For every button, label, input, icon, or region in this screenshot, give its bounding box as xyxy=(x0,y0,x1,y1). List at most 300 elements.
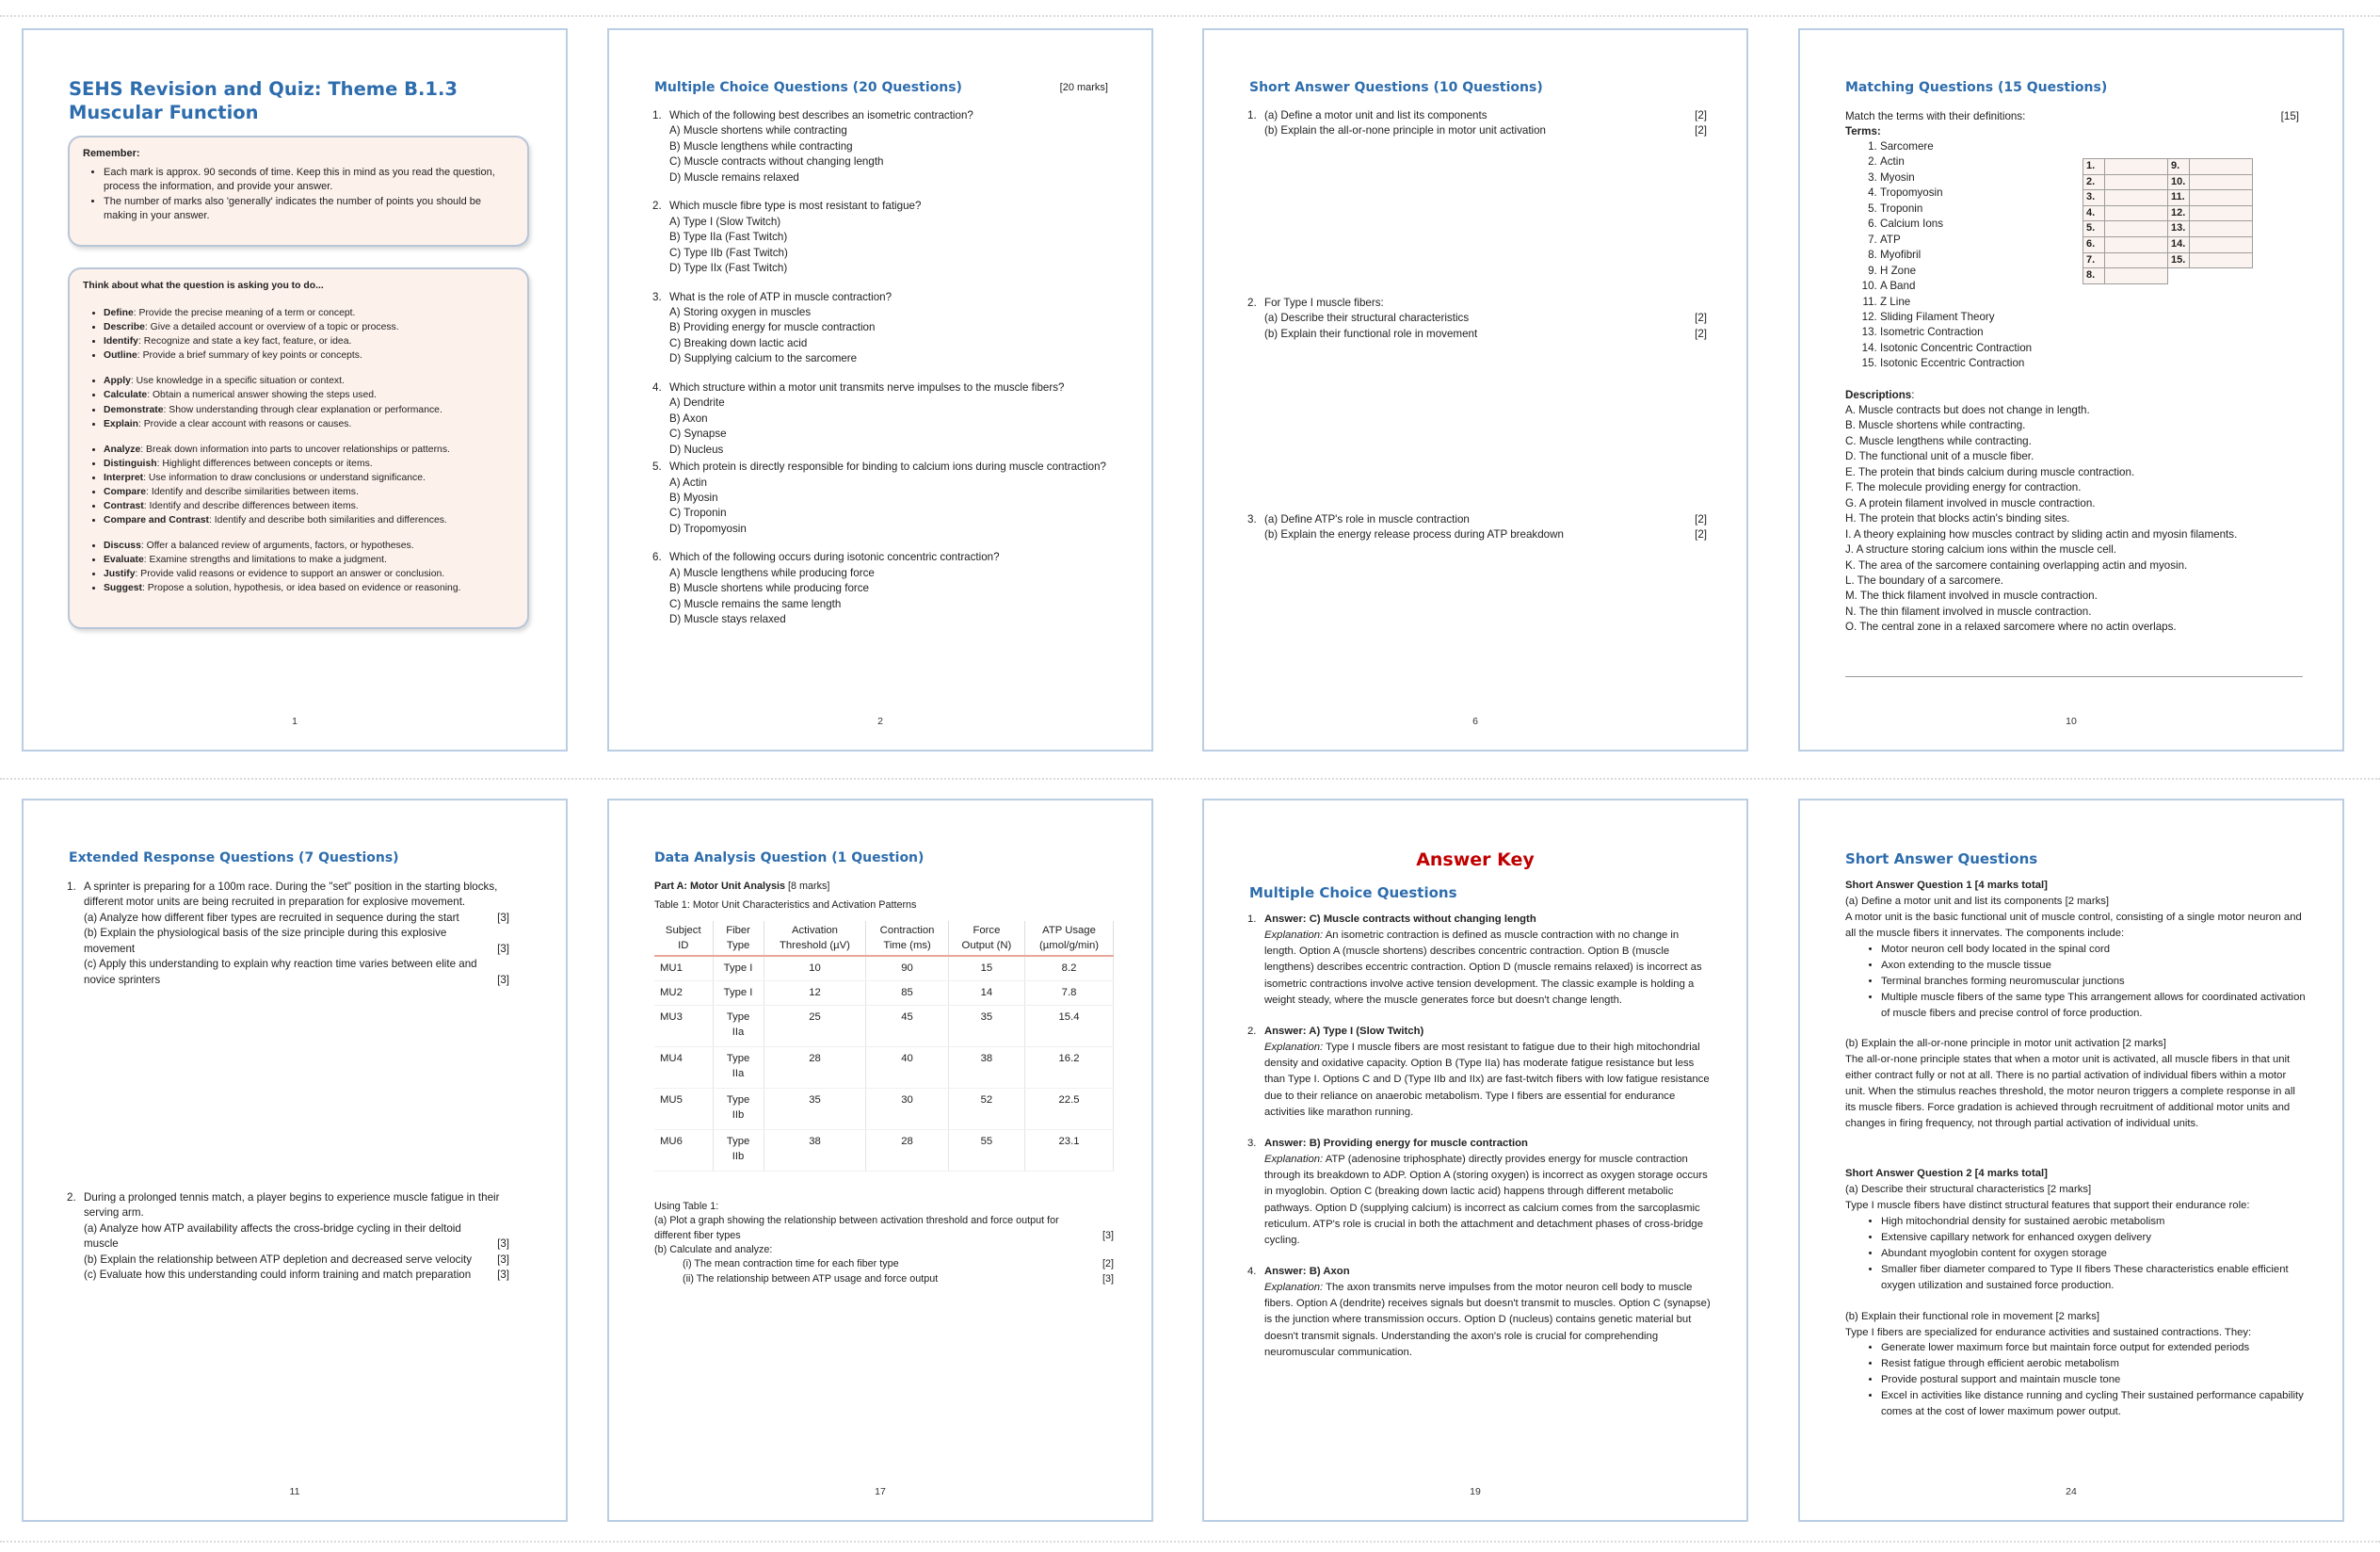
grid-number: 15. xyxy=(2168,252,2190,268)
value-cell: 45 xyxy=(866,1005,948,1046)
command-term-item xyxy=(104,374,514,388)
answer-explanation xyxy=(1264,1040,1713,1121)
fiber-type-line: Type xyxy=(726,1010,750,1023)
description-item: I. A theory explaining how muscles contract by sliding actin and myosin filaments. xyxy=(1845,527,2238,541)
grid-number: 13. xyxy=(2168,221,2190,237)
answer-explanation xyxy=(1264,928,1713,1009)
answer-bullet: • Axon extending to the muscle tissue xyxy=(1881,958,2307,974)
grid-answer-cell[interactable] xyxy=(2190,205,2253,221)
term-item: 10. A Band xyxy=(1880,279,2125,294)
command-term-definition: : Use knowledge in a specific situation or context. xyxy=(130,376,345,387)
value-cell: 25 xyxy=(764,1005,866,1046)
question-part: (b) Explain the relationship between ATP depletion and decreased serve velocity xyxy=(84,1253,473,1266)
answer-option: C) Troponin xyxy=(669,507,727,520)
page-19[interactable] xyxy=(1202,799,1748,1522)
table-row xyxy=(654,956,1114,980)
answer-part: (a) Describe their structural characteristics [2 marks] xyxy=(1845,1184,2092,1195)
answer-explanation xyxy=(1264,1280,1713,1361)
grid-number xyxy=(2168,268,2190,284)
grid-answer-cell[interactable] xyxy=(2105,237,2168,253)
answer-option: A) Actin xyxy=(669,476,707,489)
term-item: 1. Sarcomere xyxy=(1880,139,2125,154)
answer-option: A) Type I (Slow Twitch) xyxy=(669,215,781,228)
description-item: F. The molecule providing energy for contraction. xyxy=(1845,481,2082,494)
answer-bullet: • Terminal branches forming neuromuscular junctions xyxy=(1881,974,2307,990)
table-row xyxy=(654,1129,1114,1171)
column-header xyxy=(866,921,948,956)
explanation-text: Type I muscle fibers are most resistant to fatigue due to their high mitochondrial density and oxidative capacity. Option B (Type IIa) has moderate fatigue resistance but less than Type I. Options C and D (Type IIb and IIx) are fast-twitch fibers with low fatigue resistance due to their reliance on anaerobic metabolism. Type I fibers are essential for endurance activities like marathon running. xyxy=(1264,1042,1710,1118)
question-number: 6. xyxy=(652,551,662,564)
command-term-definition: : Show understanding through clear explanation or performance. xyxy=(163,404,442,415)
fiber-type-cell xyxy=(713,1088,764,1129)
command-term: Discuss xyxy=(104,541,141,552)
answer-option: D) Type IIx (Fast Twitch) xyxy=(669,262,788,275)
table-row xyxy=(654,1005,1114,1046)
answer-option: B) Muscle lengthens while contracting xyxy=(669,139,853,153)
mcq-question xyxy=(652,199,1121,276)
value-cell: 15 xyxy=(948,956,1024,980)
table-row xyxy=(654,1088,1114,1129)
question-text: Which of the following occurs during isotonic concentric contraction? xyxy=(669,551,1000,564)
remember-box xyxy=(68,136,529,247)
term-item: 5. Troponin xyxy=(1880,202,2125,217)
command-term-definition: : Recognize and state a key fact, feature, or idea. xyxy=(137,336,352,348)
grid-answer-cell[interactable] xyxy=(2190,159,2253,175)
grid-number: 9. xyxy=(2168,159,2190,175)
grid-answer-cell[interactable] xyxy=(2190,237,2253,253)
fiber-type-cell xyxy=(713,1046,764,1088)
grid-number: 3. xyxy=(2083,190,2105,206)
column-header-line: Force xyxy=(973,925,1001,936)
answer-option: D) Muscle stays relaxed xyxy=(669,613,786,626)
answer-choice: Answer: B) Providing energy for muscle contraction xyxy=(1264,1137,1528,1149)
value-cell: 10 xyxy=(764,956,866,980)
answer-bullet: • High mitochondrial density for sustained aerobic metabolism xyxy=(1881,1214,2307,1230)
answer-line xyxy=(1845,676,2303,677)
command-term-definition: : Obtain a numerical answer showing the steps used. xyxy=(147,390,377,401)
description-item: O. The central zone in a relaxed sarcomere where no actin overlaps. xyxy=(1845,621,2177,634)
grid-answer-cell xyxy=(2190,268,2253,284)
answer-text: The all-or-none principle states that when a motor unit is activated, all muscle fibers in that unit either contract fully or not at all. There is no partial activation of individual fibers within a motor unit. When the stimulus reaches threshold, the motor neuron triggers a complete response in all its muscle fibers. Force gradation is achieved through recruitment of additional motor units and changes in firing frequency, not through partial activation of individual units. xyxy=(1845,1054,2295,1130)
command-term-definition: : Provide a clear account with reasons or causes. xyxy=(137,418,352,429)
grid-answer-cell[interactable] xyxy=(2190,174,2253,190)
question-text: Which protein is directly responsible for binding to calcium ions during muscle contraction? xyxy=(669,461,1106,474)
command-term-item xyxy=(104,499,514,513)
command-term-item xyxy=(104,348,514,363)
fiber-type-line: Type xyxy=(726,1135,750,1147)
command-term: Define xyxy=(104,308,134,319)
column-header xyxy=(948,921,1024,956)
term-item: 6. Calcium Ions xyxy=(1880,217,2125,232)
explanation-label: Explanation: xyxy=(1264,1282,1324,1294)
command-term: Justify xyxy=(104,569,136,580)
remember-list xyxy=(83,166,514,224)
answer-option: C) Muscle remains the same length xyxy=(669,597,842,610)
model-answers xyxy=(1845,878,2307,1420)
description-item: N. The thin filament involved in muscle contraction. xyxy=(1845,605,2092,618)
explanation-text: ATP (adenosine triphosphate) directly provides energy for muscle contraction through its breakdown to ADP. Option A (storing oxygen) is incorrect as oxygen storage occurs in myoglobin. Option C (breaking down lactic acid) happens through different metabolic pathways. Option D (supplying calcium) is incorrect as calcium comes from the sarcoplasmic reticulum. ATP's role is crucial in both the attachment and detachment phases of cross-bridge cycling. xyxy=(1264,1154,1708,1246)
page-title: SEHS Revision and Quiz: Theme B.1.3 Muscular Function xyxy=(69,78,458,124)
answer-text: Type I muscle fibers have distinct structural features that support their endurance role: xyxy=(1845,1199,2250,1211)
page-2[interactable] xyxy=(607,28,1153,752)
command-term-item xyxy=(104,485,514,499)
part-marks: [2] xyxy=(1695,513,1707,525)
remember-item: • The number of marks also 'generally' indicates the number of points you should be making in your answer. xyxy=(104,195,514,224)
command-term-definition: : Provide the precise meaning of a term or concept. xyxy=(133,308,356,319)
part-a-label xyxy=(654,880,829,894)
question-text: Which muscle fibre type is most resistant to fatigue? xyxy=(669,200,922,213)
grid-answer-cell[interactable] xyxy=(2190,252,2253,268)
question-part: (c) Apply this understanding to explain why reaction time varies between elite and novice sprinters xyxy=(84,958,477,986)
part-marks: [3] xyxy=(497,942,509,955)
fiber-type-line: IIb xyxy=(732,1108,745,1121)
column-header-line: Activation xyxy=(791,925,838,936)
description-item: K. The area of the sarcomere containing overlapping actin and myosin. xyxy=(1845,558,2188,572)
page-number: 24 xyxy=(2066,1486,2077,1498)
value-cell: 14 xyxy=(948,980,1024,1005)
question-number: 2. xyxy=(1247,297,1257,309)
command-term-item xyxy=(104,388,514,402)
part-marks: [3] xyxy=(497,1237,509,1251)
command-term-item xyxy=(104,306,514,320)
column-header-line: Contraction xyxy=(879,925,935,936)
page-24[interactable] xyxy=(1798,799,2344,1522)
descriptions-label: Descriptions: xyxy=(1845,389,1915,401)
answer-option: C) Synapse xyxy=(669,428,727,441)
value-cell: 85 xyxy=(866,980,948,1005)
command-term-item xyxy=(104,539,514,553)
term-item: 15. Isotonic Eccentric Contraction xyxy=(1880,356,2125,371)
matching-marks: [15] xyxy=(2280,110,2299,122)
term-item: 9. H Zone xyxy=(1880,264,2125,279)
extended-question-2 xyxy=(67,1190,509,1284)
command-term-item xyxy=(104,513,514,527)
value-cell: 15.4 xyxy=(1025,1005,1114,1046)
subject-id-cell: MU5 xyxy=(654,1088,713,1129)
grid-number: 4. xyxy=(2083,205,2105,221)
total-marks: [20 marks] xyxy=(1059,82,1108,93)
command-term-item xyxy=(104,581,514,595)
table-caption: Table 1: Motor Unit Characteristics and Activation Patterns xyxy=(654,899,917,911)
matching-instructions: Match the terms with their definitions: xyxy=(1845,110,2026,122)
question-number: 2. xyxy=(652,200,662,213)
command-term-item xyxy=(104,443,514,457)
command-group xyxy=(83,374,514,430)
page-number: 17 xyxy=(875,1486,886,1498)
part-marks: [2] xyxy=(1695,109,1707,121)
mcq-question xyxy=(652,550,1121,627)
table-row xyxy=(654,980,1114,1005)
value-cell: 40 xyxy=(866,1046,948,1088)
page-17[interactable] xyxy=(607,799,1153,1522)
answer-number: 2. xyxy=(1247,1025,1257,1037)
question-lead: For Type I muscle fibers: xyxy=(1264,297,1384,309)
command-term-item xyxy=(104,417,514,431)
answer-key-title: Answer Key xyxy=(1416,849,1535,870)
answer-bullets xyxy=(1845,942,2307,1022)
value-cell: 12 xyxy=(764,980,866,1005)
command-group xyxy=(83,539,514,595)
fiber-type-cell xyxy=(713,956,764,980)
answer-option: A) Dendrite xyxy=(669,396,725,410)
column-header-line: Output (N) xyxy=(961,940,1012,952)
answer-line xyxy=(1247,1136,1713,1152)
command-term-item xyxy=(104,471,514,485)
mcq-question xyxy=(652,460,1121,537)
command-term: Distinguish xyxy=(104,458,157,469)
command-group xyxy=(83,443,514,527)
command-term: Analyze xyxy=(104,444,141,455)
value-cell: 30 xyxy=(866,1088,948,1129)
explanation-text: The axon transmits nerve impulses from the motor neuron cell body to muscle fibers. Option A (dendrite) receives signals but doesn't transmit to muscles. Option C (synapse) is the junction where transmission occurs. Option D (nucleus) contains genetic material but doesn't transmit signals. Understanding the axon's role is crucial for comprehending neuromuscular communication. xyxy=(1264,1282,1711,1358)
command-terms-box xyxy=(68,267,529,629)
command-term: Calculate xyxy=(104,390,148,401)
mcq-question xyxy=(652,380,1121,458)
answer-item xyxy=(1247,1264,1713,1361)
descriptions-heading: Descriptions xyxy=(1845,389,1912,401)
answer-grid xyxy=(2082,158,2253,284)
question-part: (b) Explain the physiological basis of the size principle during this explosive movement xyxy=(84,927,447,955)
subject-id-cell: MU4 xyxy=(654,1046,713,1088)
answer-bullet: • Extensive capillary network for enhanced oxygen delivery xyxy=(1881,1230,2307,1246)
page-number: 10 xyxy=(2066,716,2077,728)
command-group xyxy=(83,306,514,363)
grid-answer-cell[interactable] xyxy=(2105,190,2168,206)
question-part: (a) Define a motor unit and list its components xyxy=(1264,109,1488,121)
column-header xyxy=(654,921,713,956)
description-item: G. A protein filament involved in muscle contraction. xyxy=(1845,496,2096,509)
fiber-type-cell xyxy=(713,1129,764,1171)
answer-bullet: • Excel in activities like distance running and cycling Their sustained performance capability comes at the cost of lower maximum power output. xyxy=(1881,1388,2307,1420)
command-term-definition: : Break down information into parts to uncover relationships or patterns. xyxy=(140,444,450,455)
explanation-text: An isometric contraction is defined as muscle contraction with no change in length. Option A (muscle shortens) describes concentric contraction. Option B (muscle lengthens) describes eccentric contraction. Option D (muscle remains relaxed) is incorrect as isometric contractions involve active tension development. The classic example is holding a weight steady, where the muscle generates force but doesn't change length. xyxy=(1264,930,1702,1006)
column-header xyxy=(1025,921,1114,956)
fiber-type-cell xyxy=(713,980,764,1005)
answer-option: D) Tropomyosin xyxy=(669,522,747,535)
explanation-label: Explanation: xyxy=(1264,930,1324,942)
command-term-definition: : Offer a balanced review of arguments, factors, or hypotheses. xyxy=(140,541,414,552)
tasks-lead: Using Table 1: xyxy=(654,1201,719,1212)
question-stem xyxy=(652,290,1121,305)
description-item: D. The functional unit of a muscle fiber. xyxy=(1845,450,2034,463)
question-number: 5. xyxy=(652,461,662,474)
answer-option: D) Nucleus xyxy=(669,443,724,456)
value-cell: 35 xyxy=(948,1005,1024,1046)
grid-answer-cell[interactable] xyxy=(2105,252,2168,268)
section-heading: Multiple Choice Questions (20 Questions) xyxy=(654,80,962,95)
term-item: 13. Isometric Contraction xyxy=(1880,325,2125,340)
part-marks: [2] xyxy=(1695,312,1707,325)
description-item: L. The boundary of a sarcomere. xyxy=(1845,574,2003,587)
answer-option: A) Muscle shortens while contracting xyxy=(669,124,847,137)
command-term: Outline xyxy=(104,350,137,362)
section-heading: Data Analysis Question (1 Question) xyxy=(654,850,925,865)
question-part: (a) Describe their structural characteristics xyxy=(1264,312,1470,325)
answer-choice: Answer: B) Axon xyxy=(1264,1265,1350,1277)
part-marks: [3] xyxy=(497,1253,509,1266)
page-number: 19 xyxy=(1470,1486,1481,1498)
grid-number: 12. xyxy=(2168,205,2190,221)
description-item: C. Muscle lengthens while contracting. xyxy=(1845,434,2032,447)
subject-id-cell: MU6 xyxy=(654,1129,713,1171)
answer-option: B) Axon xyxy=(669,412,708,425)
page-6[interactable] xyxy=(1202,28,1748,752)
answer-bullet: • Resist fatigue through efficient aerobic metabolism xyxy=(1881,1356,2307,1372)
fiber-type-line: Type xyxy=(726,1052,750,1064)
part-marks: [8 marks] xyxy=(787,881,830,892)
description-item: A. Muscle contracts but does not change in length. xyxy=(1845,404,2090,416)
command-term-definition: : Provide valid reasons or evidence to support an answer or conclusion. xyxy=(135,569,445,580)
answer-option: C) Breaking down lactic acid xyxy=(669,336,808,349)
grid-answer-cell[interactable] xyxy=(2190,190,2253,206)
page-11[interactable] xyxy=(22,799,568,1522)
remember-title: Remember: xyxy=(83,148,140,159)
column-header-line: Time (ms) xyxy=(883,940,931,952)
grid-number: 7. xyxy=(2083,252,2105,268)
column-header-line: ID xyxy=(678,940,689,952)
mcq-list xyxy=(652,108,1121,641)
column-header-line: Fiber xyxy=(726,925,750,936)
grid-number: 5. xyxy=(2083,221,2105,237)
question-text: What is the role of ATP in muscle contraction? xyxy=(669,290,892,303)
command-term-item xyxy=(104,334,514,348)
grid-number: 10. xyxy=(2168,174,2190,190)
answer-title: Short Answer Question 2 [4 marks total] xyxy=(1845,1168,2048,1180)
question-number: 3. xyxy=(652,290,662,303)
command-term-definition: : Give a detailed account or overview of a topic or process. xyxy=(144,322,399,333)
task-subpart: (i) The mean contraction time for each fiber type xyxy=(683,1258,899,1270)
value-cell: 52 xyxy=(948,1088,1024,1129)
question-text: Which structure within a motor unit transmits nerve impulses to the muscle fibers? xyxy=(669,380,1065,394)
grid-number: 8. xyxy=(2083,268,2105,284)
part-marks: [3] xyxy=(1102,1229,1114,1241)
question-stem xyxy=(652,550,1121,565)
value-cell: 35 xyxy=(764,1088,866,1129)
column-header-line: (µmol/g/min) xyxy=(1039,940,1100,952)
grid-answer-cell[interactable] xyxy=(2105,268,2168,284)
section-heading: Short Answer Questions (10 Questions) xyxy=(1249,80,1543,95)
question-number: 1. xyxy=(1247,109,1257,121)
answer-bullet: • Generate lower maximum force but maintain force output for extended periods xyxy=(1881,1340,2307,1356)
grid-answer-cell[interactable] xyxy=(2105,205,2168,221)
fiber-type-cell xyxy=(713,1005,764,1046)
value-cell: 16.2 xyxy=(1025,1046,1114,1088)
question-stem xyxy=(652,380,1121,396)
part-marks: [2] xyxy=(1695,528,1707,542)
explanation-label: Explanation: xyxy=(1264,1154,1324,1166)
grid-answer-cell[interactable] xyxy=(2105,159,2168,175)
answer-number: 3. xyxy=(1247,1137,1257,1149)
command-term-item xyxy=(104,403,514,417)
page-number: 1 xyxy=(292,716,298,728)
column-header xyxy=(713,921,764,956)
command-term: Demonstrate xyxy=(104,404,164,415)
command-term-definition: : Identify and describe similarities between items. xyxy=(146,486,359,497)
grid-answer-cell[interactable] xyxy=(2105,221,2168,237)
answer-item xyxy=(1247,1136,1713,1249)
answer-option: B) Providing energy for muscle contraction xyxy=(669,321,876,334)
question-lead: During a prolonged tennis match, a player begins to experience muscle fatigue in their serving arm. xyxy=(84,1191,500,1220)
value-cell: 22.5 xyxy=(1025,1088,1114,1129)
answer-bullet: • Provide postural support and maintain muscle tone xyxy=(1881,1372,2307,1388)
answer-bullet: • Multiple muscle fibers of the same type This arrangement allows for coordinated activation of muscle fibers and precise control of force production. xyxy=(1881,990,2307,1022)
question-part: (a) Analyze how ATP availability affects the cross-bridge cycling in their deltoid muscle xyxy=(84,1221,461,1251)
command-term: Evaluate xyxy=(104,555,144,566)
answer-item xyxy=(1247,1024,1713,1121)
command-term: Explain xyxy=(104,418,138,429)
answer-bullet: • Motor neuron cell body located in the spinal cord xyxy=(1881,942,2307,958)
analysis-tasks xyxy=(654,1200,1114,1286)
answer-bullet: • Smaller fiber diameter compared to Type II fibers These characteristics enable efficient oxygen utilization and sustained force production. xyxy=(1881,1262,2307,1294)
value-cell: 55 xyxy=(948,1129,1024,1171)
fiber-type-line: Type I xyxy=(723,962,753,975)
answer-bullet: • Abundant myoglobin content for oxygen storage xyxy=(1881,1246,2307,1262)
descriptions-list xyxy=(1845,403,2316,636)
answer-explanation xyxy=(1264,1152,1713,1249)
command-term: Interpret xyxy=(104,472,144,483)
page-10[interactable] xyxy=(1798,28,2344,752)
row-divider-middle xyxy=(0,778,2380,780)
question-part: (b) Explain the energy release process during ATP breakdown xyxy=(1264,528,1564,542)
grid-number: 6. xyxy=(2083,237,2105,253)
section-heading: Short Answer Questions xyxy=(1845,850,2038,867)
mcq-question xyxy=(652,108,1121,186)
grid-answer-cell[interactable] xyxy=(2105,174,2168,190)
answer-number: 1. xyxy=(1247,913,1257,925)
question-number: 4. xyxy=(652,380,662,394)
part-marks: [2] xyxy=(1102,1258,1114,1270)
question-part: (c) Evaluate how this understanding could inform training and match preparation xyxy=(84,1269,472,1282)
command-term-definition: : Highlight differences between concepts or items. xyxy=(156,458,373,469)
description-item: H. The protein that blocks actin's binding sites. xyxy=(1845,512,2070,525)
value-cell: 8.2 xyxy=(1025,956,1114,980)
command-term-definition: : Propose a solution, hypothesis, or idea based on evidence or reasoning. xyxy=(142,583,461,594)
short-question-3 xyxy=(1247,512,1707,543)
description-item: E. The protein that binds calcium during muscle contraction. xyxy=(1845,465,2135,478)
answer-bullets xyxy=(1845,1214,2307,1294)
task-part: (b) Calculate and analyze: xyxy=(654,1243,773,1255)
question-number: 3. xyxy=(1247,513,1257,525)
part-marks: [2] xyxy=(1695,124,1707,137)
part-marks: [3] xyxy=(497,973,509,986)
answer-list xyxy=(1247,912,1713,1376)
grid-number: 14. xyxy=(2168,237,2190,253)
answer-line xyxy=(1247,1024,1713,1040)
part-title: Part A: Motor Unit Analysis xyxy=(654,881,785,892)
command-term-definition: : Provide a brief summary of key points or concepts. xyxy=(137,350,362,362)
page-number: 2 xyxy=(877,716,883,728)
row-divider-top xyxy=(0,15,2380,17)
part-marks: [3] xyxy=(1102,1272,1114,1285)
subject-id-cell: MU2 xyxy=(654,980,713,1005)
grid-number: 1. xyxy=(2083,159,2105,175)
command-term-definition: : Identify and describe both similarities and differences. xyxy=(209,515,447,526)
extended-question-1 xyxy=(67,880,509,988)
mcq-question xyxy=(652,290,1121,367)
term-item: 8. Myofibril xyxy=(1880,248,2125,263)
grid-answer-cell[interactable] xyxy=(2190,221,2253,237)
short-question-1 xyxy=(1247,108,1707,139)
question-number: 2. xyxy=(67,1191,76,1204)
data-table xyxy=(654,921,1114,1172)
section-heading: Extended Response Questions (7 Questions) xyxy=(69,850,399,865)
command-term: Suggest xyxy=(104,583,142,594)
description-item: B. Muscle shortens while contracting. xyxy=(1845,419,2026,432)
command-term-item xyxy=(104,553,514,567)
page-1[interactable] xyxy=(22,28,568,752)
question-part: (a) Analyze how different fiber types are recruited in sequence during the start xyxy=(84,911,459,924)
answer-text: Type I fibers are specialized for endurance activities and sustained contractions. They: xyxy=(1845,1326,2252,1338)
